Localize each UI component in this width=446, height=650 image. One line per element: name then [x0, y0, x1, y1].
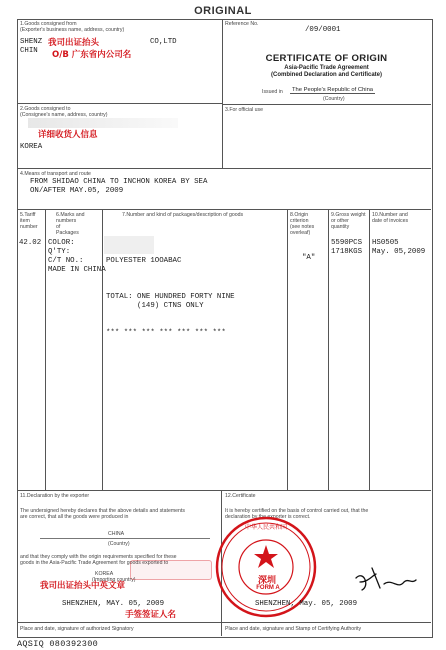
stamp-form-text: FORM A [256, 585, 280, 591]
importing-country-note: (Importing country) [92, 577, 136, 583]
exporter-overlay-1: 我司出证抬头 [48, 38, 100, 48]
exporter-stamp-smudge [130, 560, 212, 580]
stamp-ring-text: 中华人民共和国 [244, 524, 287, 531]
box11-label: 11.Declaration by the exporter [20, 493, 90, 499]
box2-label: 2.Goods consigned to (Consignee's name, address, country) [20, 106, 108, 118]
certificate-text: It is hereby certified on the basis of control carried out, that the declaration by the exporter is correct. [225, 508, 369, 520]
tariff-number: 42.02 [19, 239, 42, 247]
produced-country-line [40, 538, 210, 539]
reference-label: Reference No. [225, 21, 259, 27]
origin-criterion: "A" [302, 254, 316, 262]
consignee-country: KOREA [20, 143, 43, 151]
certificate-footer: Place and date, signature and Stamp of Certifying Authority [225, 626, 362, 632]
exporter-line1-start: SHENZ [20, 38, 43, 46]
produced-country-note: (Country) [108, 541, 130, 547]
exporter-line1-end: CO,LTD [150, 38, 177, 46]
invoice-list: HS0505 May. 05,2009 [372, 239, 426, 256]
col8-header: 8.Origin criterion (see notes overleaf) [290, 212, 315, 236]
box12-label: 12.Certificate [225, 493, 256, 499]
issued-label: Issued in [262, 89, 283, 95]
exporter-overlay-2: O/B 广东省内公司名 [52, 50, 132, 60]
declaration-overlay-2: 手签签证人名 [125, 610, 177, 620]
declaration-overlay-1: 我司出证抬头中英文章 [40, 581, 126, 591]
issued-country-note: (Country) [323, 96, 345, 102]
consignee-overlay: 详细收货人信息 [38, 130, 98, 140]
col9-header: 9.Gross weight or other quantity [331, 212, 366, 230]
box1-label: 1.Goods consigned from (Exporter's business name, address, country) [20, 21, 125, 33]
transport-line2: ON/AFTER MAY.05, 2009 [30, 187, 124, 195]
goods-description: POLYESTER 1OOABAC TOTAL: ONE HUNDRED FORTY NINE (149) CTNS ONLY *** *** *** *** *** *** *** [106, 257, 235, 337]
certificate-heading: CERTIFICATE OF ORIGIN [265, 53, 388, 64]
declaration-text-2: and that they comply with the origin requirements specified for these goods in the Asia-Pacific Trade Agreement for goods exported to [20, 554, 177, 566]
box4-label: 4.Means of transport and route [20, 171, 91, 177]
declaration-footer: Place and date, signature of authorized Signatory [20, 626, 134, 632]
quantity-list: 5590PCS 1718KGS [331, 239, 363, 256]
col6-header: 6.Marks and numbers of Packages [56, 212, 85, 236]
exporter-line2-start: CHIN [20, 47, 38, 55]
serial-number: AQSIQ 080392300 [17, 639, 99, 649]
box3-label: 3.For official use [225, 107, 263, 113]
document-title: ORIGINAL [194, 5, 252, 17]
reference-number: /09/0001 [305, 26, 341, 34]
stamp-city-chars: 深圳 [257, 576, 276, 586]
transport-line1: FROM SHIDAO CHINA TO INCHON KOREA BY SEA [30, 178, 208, 186]
certificate-place-date: SHENZHEN, May. 05, 2009 [255, 600, 358, 608]
issued-country: The People's Republic of China [292, 87, 374, 93]
declaration-place-date: SHENZHEN, MAY. 05, 2009 [62, 600, 165, 608]
certificate-subtitle-2: (Combined Declaration and Certificate) [270, 72, 383, 78]
importing-country: KOREA [95, 571, 114, 577]
col10-header: 10.Number and date of invoices [372, 212, 409, 224]
consignee-smudge [28, 118, 178, 128]
produced-country: CHINA [108, 531, 125, 537]
marks-list: COLOR: Q'TY: C/T NO.: MADE IN CHINA [48, 239, 106, 274]
declaration-text: The undersigned hereby declares that the above details and statements are correct, that all the goods were produced in [20, 508, 185, 520]
col5-header: 5.Tariff item number [20, 212, 38, 230]
authority-signature [350, 560, 420, 600]
goods-smudge [104, 236, 154, 254]
col7-header: 7.Number and kind of packages/description of goods [122, 212, 244, 218]
certificate-subtitle-1: Asia-Pacific Trade Agreement [284, 65, 369, 71]
